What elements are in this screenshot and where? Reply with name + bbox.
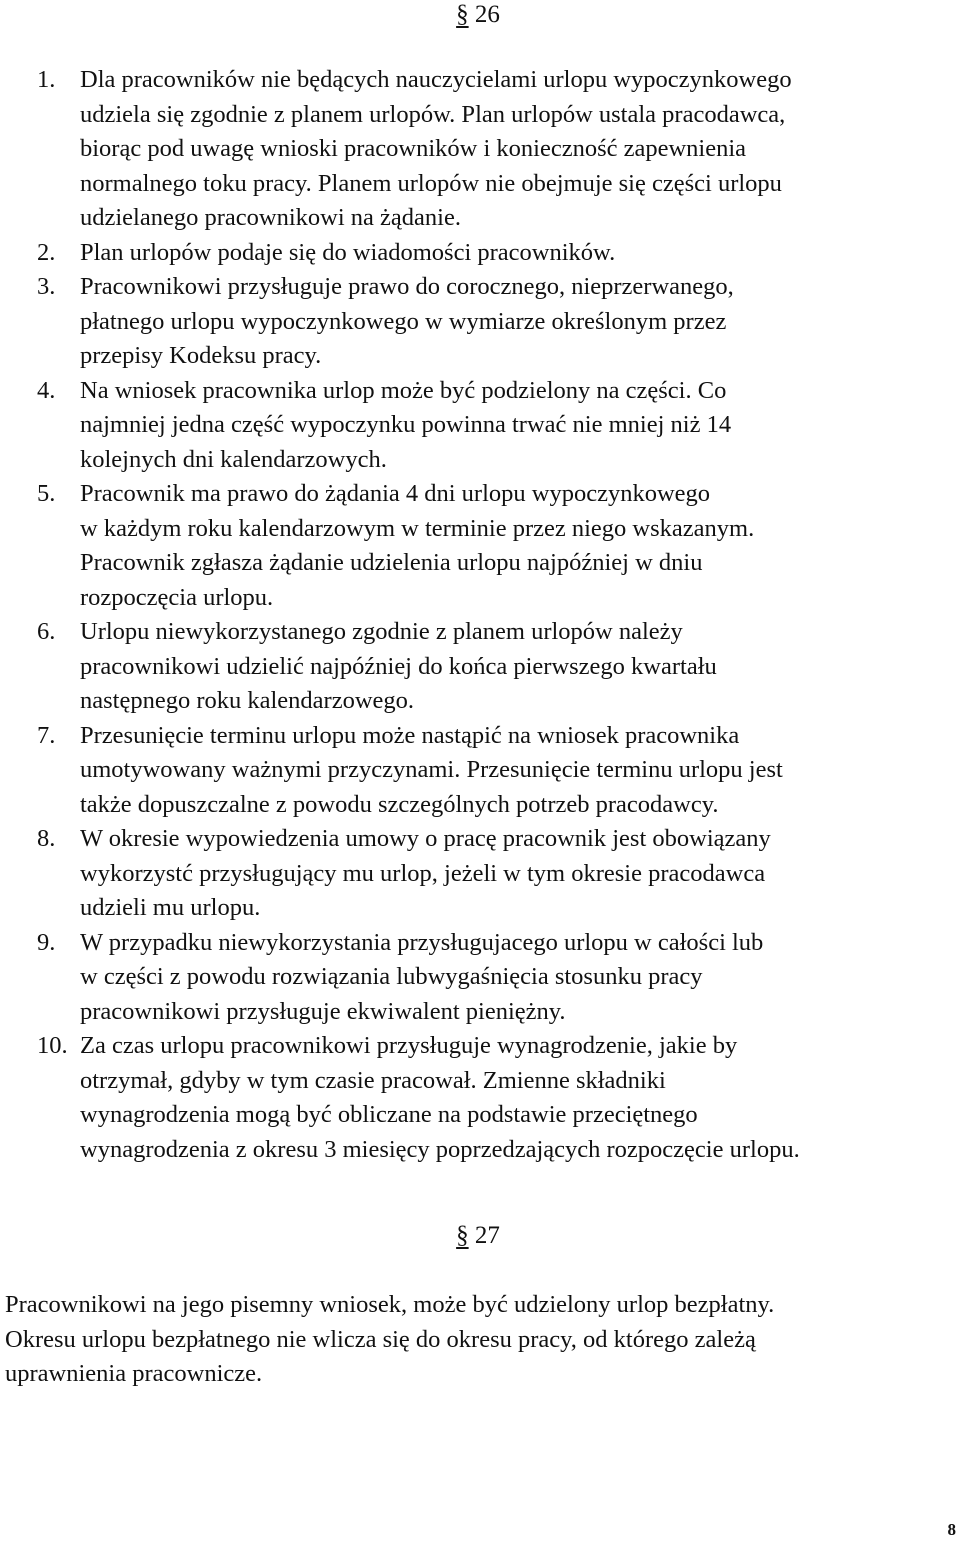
- item-line: Pracownik zgłasza żądanie udzielenia urlopu najpóźniej w dniu: [80, 549, 703, 576]
- list-item: [0, 719, 960, 823]
- item-number: 9.: [37, 928, 56, 956]
- section-number: 26: [474, 1, 500, 28]
- numbered-list: [0, 63, 960, 1167]
- item-line: przepisy Kodeksu pracy.: [80, 342, 322, 369]
- item-line: wykorzystć przysługujący mu urlop, jeżeli w tym okresie pracodawca: [80, 859, 766, 887]
- section-heading-27: [0, 1221, 958, 1251]
- item-number: 7.: [37, 721, 56, 749]
- paragraph-line: uprawnienia pracownicze.: [5, 1360, 263, 1387]
- item-number: 2.: [37, 238, 56, 266]
- item-number: 3.: [37, 273, 56, 300]
- paragraph-sign: §: [456, 1222, 469, 1249]
- item-line: wynagrodzenia z okresu 3 miesięcy poprzedzających rozpoczęcie urlopu.: [80, 1135, 800, 1163]
- item-line: biorąc pod uwagę wnioski pracowników i konieczność zapewnienia: [80, 135, 747, 162]
- item-number: 4.: [37, 376, 56, 404]
- item-line: także dopuszczalne z powodu szczególnych potrzeb pracodawcy.: [80, 790, 719, 818]
- item-line: W okresie wypowiedzenia umowy o pracę pracownik jest obowiązany: [80, 825, 771, 852]
- item-line: otrzymał, gdyby w tym czasie pracował. Zmienne składniki: [80, 1066, 666, 1094]
- section-heading-26: [0, 0, 958, 30]
- item-line: Przesunięcie terminu urlopu może nastąpić na wniosek pracownika: [80, 721, 740, 749]
- item-line: najmniej jedna część wypoczynku powinna trwać nie mniej niż 14: [80, 411, 732, 438]
- list-item: [0, 236, 960, 271]
- item-line: w każdym roku kalendarzowym w terminie przez niego wskazanym.: [80, 514, 755, 542]
- item-line: kolejnych dni kalendarzowych.: [80, 445, 387, 473]
- item-line: Za czas urlopu pracownikowi przysługuje wynagrodzenie, jakie by: [80, 1032, 738, 1059]
- item-line: udzielanego pracownikowi na żądanie.: [80, 204, 461, 231]
- item-line: Pracownikowi przysługuje prawo do corocznego, nieprzerwanego,: [80, 273, 734, 300]
- item-number: 1.: [37, 66, 56, 93]
- list-item: [0, 1029, 960, 1167]
- section-27-paragraph: [5, 1288, 774, 1392]
- item-line: wynagrodzenia mogą być obliczane na podstawie przeciętnego: [80, 1101, 698, 1128]
- item-line: normalnego toku pracy. Planem urlopów nie obejmuje się części urlopu: [80, 169, 782, 197]
- list-item: [0, 926, 960, 1030]
- item-line: Na wniosek pracownika urlop może być podzielony na części. Co: [80, 376, 727, 404]
- item-line: umotywowany ważnymi przyczynami. Przesunięcie terminu urlopu jest: [80, 756, 783, 783]
- paragraph-sign: §: [456, 1, 469, 28]
- item-line: rozpoczęcia urlopu.: [80, 583, 274, 611]
- list-item: [0, 270, 960, 374]
- paragraph-line: Pracownikowi na jego pisemny wniosek, może być udzielony urlop bezpłatny.: [5, 1291, 775, 1318]
- item-line: płatnego urlopu wypoczynkowego w wymiarze określonym przez: [80, 307, 727, 335]
- item-number: 8.: [37, 825, 56, 852]
- item-line: Urlopu niewykorzystanego zgodnie z planem urlopów należy: [80, 618, 683, 645]
- item-line: Plan urlopów podaje się do wiadomości pracowników.: [80, 238, 616, 266]
- page-number: 8: [947, 1520, 956, 1539]
- item-line: pracownikowi udzielić najpóźniej do końca pierwszego kwartału: [80, 652, 717, 680]
- list-item: [0, 822, 960, 926]
- item-line: następnego roku kalendarzowego.: [80, 687, 415, 714]
- list-item: [0, 63, 960, 236]
- item-line: w części z powodu rozwiązania lubwygaśnięcia stosunku pracy: [80, 963, 703, 990]
- item-line: pracownikowi przysługuje ekwiwalent pieniężny.: [80, 997, 566, 1025]
- list-item: [0, 374, 960, 478]
- list-item: [0, 615, 960, 719]
- item-line: Pracownik ma prawo do żądania 4 dni urlopu wypoczynkowego: [80, 480, 711, 507]
- paragraph-line: Okresu urlopu bezpłatnego nie wlicza się do okresu pracy, od którego zależą: [5, 1325, 756, 1353]
- section-number: 27: [474, 1222, 500, 1249]
- item-line: udziela się zgodnie z planem urlopów. Plan urlopów ustala pracodawca,: [80, 100, 786, 128]
- list-item: [0, 477, 960, 615]
- item-number: 6.: [37, 618, 56, 645]
- item-line: udzieli mu urlopu.: [80, 894, 261, 921]
- item-number: 10.: [37, 1032, 68, 1059]
- item-number: 5.: [37, 480, 56, 507]
- item-line: Dla pracowników nie będących nauczycielami urlopu wypoczynkowego: [80, 66, 792, 93]
- item-line: W przypadku niewykorzystania przysługujacego urlopu w całości lub: [80, 928, 764, 956]
